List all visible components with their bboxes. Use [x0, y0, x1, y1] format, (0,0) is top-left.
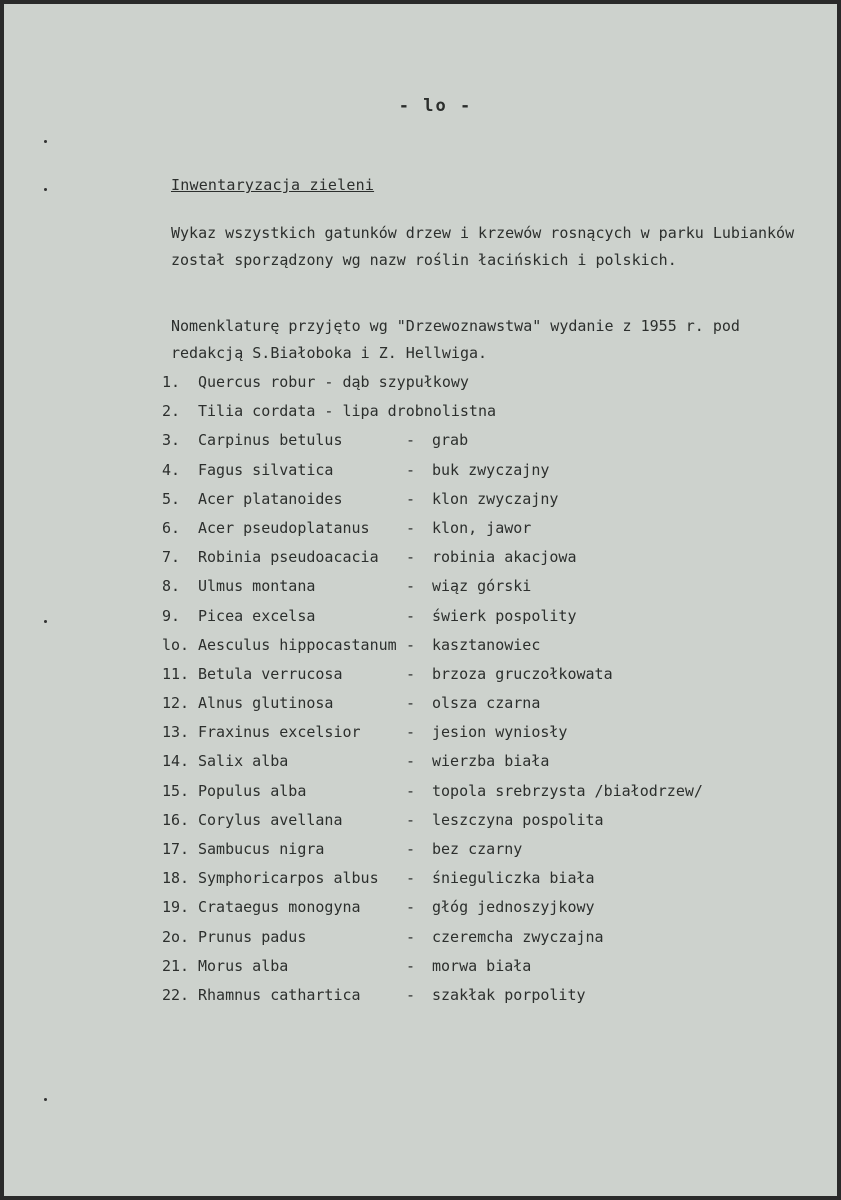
- separator-dash: -: [406, 985, 416, 1004]
- species-number: 15.: [162, 781, 190, 800]
- polish-name: topola srebrzysta /białodrzew/: [432, 781, 703, 800]
- separator-dash: -: [406, 869, 416, 888]
- species-number: 22.: [162, 985, 190, 1004]
- species-number: 3.: [162, 431, 181, 450]
- polish-name: wierzba biała: [432, 752, 550, 771]
- latin-name: Alnus glutinosa: [198, 694, 334, 713]
- species-number: 14.: [162, 752, 190, 771]
- polish-name: bez czarny: [432, 840, 523, 858]
- species-entry: Tilia cordata - lipa drobnolistna: [198, 402, 497, 421]
- species-number: 2o.: [162, 927, 190, 946]
- latin-name: Symphoricarpos albus: [198, 869, 379, 888]
- species-number: 11.: [162, 664, 190, 683]
- polish-name: morwa biała: [432, 956, 532, 975]
- margin-mark: [44, 140, 47, 143]
- latin-name: Salix alba: [198, 752, 289, 771]
- separator-dash: -: [406, 548, 416, 567]
- species-number: 13.: [162, 723, 190, 742]
- latin-name: Rhamnus cathartica: [198, 985, 361, 1004]
- intro-paragraph: Wykaz wszystkich gatunków drzew i krzewów rosnących w parku Lubianków został sporządzony wg nazw roślin łacińskich i polskich.: [171, 224, 795, 269]
- margin-mark: [44, 1098, 47, 1101]
- separator-dash: -: [406, 606, 416, 625]
- species-number: 5.: [162, 489, 181, 508]
- latin-name: Betula verrucosa: [198, 664, 343, 683]
- separator-dash: -: [406, 898, 416, 917]
- polish-name: wiąz górski: [432, 577, 532, 596]
- polish-name: dąb szypułkowy: [342, 373, 469, 391]
- separator-dash: -: [406, 752, 416, 771]
- polish-name: klon zwyczajny: [432, 489, 559, 508]
- latin-name: Populus alba: [198, 781, 307, 800]
- polish-name: olsza czarna: [432, 694, 541, 713]
- separator-dash: -: [406, 664, 416, 683]
- species-number: 9.: [162, 606, 181, 625]
- polish-name: klon, jawor: [432, 518, 532, 537]
- polish-name: brzoza gruczołkowata: [432, 664, 613, 683]
- species-number: 21.: [162, 956, 190, 975]
- separator-dash: -: [406, 635, 416, 654]
- margin-mark: [44, 620, 47, 623]
- species-number: 7.: [162, 548, 181, 567]
- separator-dash: -: [406, 694, 416, 713]
- species-number: 19.: [162, 898, 190, 917]
- separator-dash: -: [406, 840, 416, 858]
- polish-name: buk zwyczajny: [432, 460, 550, 479]
- latin-name: Tilia cordata: [198, 402, 316, 421]
- species-number: 1.: [162, 373, 181, 391]
- latin-name: Corylus avellana: [198, 810, 343, 829]
- polish-name: kasztanowiec: [432, 635, 541, 654]
- latin-name: Fraxinus excelsior: [198, 723, 361, 742]
- latin-name: Crataegus monogyna: [198, 898, 361, 917]
- species-number: 4.: [162, 460, 181, 479]
- latin-name: Acer pseudoplatanus: [198, 518, 370, 537]
- latin-name: Sambucus nigra: [198, 840, 325, 858]
- species-number: 6.: [162, 518, 181, 537]
- separator-dash: -: [406, 518, 416, 537]
- species-number: 18.: [162, 869, 190, 888]
- separator-dash: -: [406, 460, 416, 479]
- latin-name: Prunus padus: [198, 927, 307, 946]
- separator-dash: -: [406, 956, 416, 975]
- polish-name: jesion wyniosły: [432, 723, 568, 742]
- separator-dash: -: [406, 781, 416, 800]
- latin-name: Acer platanoides: [198, 489, 343, 508]
- section-heading: Inwentaryzacja zieleni: [171, 176, 375, 194]
- latin-name: Ulmus montana: [198, 577, 316, 596]
- polish-name: głóg jednoszyjkowy: [432, 898, 595, 917]
- species-number: 12.: [162, 694, 190, 713]
- species-number: 8.: [162, 577, 181, 596]
- polish-name: leszczyna pospolita: [432, 810, 604, 829]
- separator-dash: -: [406, 723, 416, 742]
- latin-name: Morus alba: [198, 956, 289, 975]
- species-entry: Quercus robur - dąb szypułkowy: [198, 373, 469, 391]
- species-number: 2.: [162, 402, 181, 421]
- species-number: 17.: [162, 840, 190, 858]
- polish-name: szakłak porpolity: [432, 985, 586, 1004]
- polish-name: lipa drobnolistna: [342, 402, 497, 421]
- polish-name: śnieguliczka biała: [432, 869, 595, 888]
- nomenclature-paragraph: Nomenklaturę przyjęto wg "Drzewoznawstwa" wydanie z 1955 r. pod redakcją S.Białoboka i Z. Hellwiga.: [171, 317, 740, 362]
- separator-dash: -: [406, 431, 416, 450]
- latin-name: Robinia pseudoacacia: [198, 548, 379, 567]
- separator-dash: -: [406, 577, 416, 596]
- separator-dash: -: [406, 927, 416, 946]
- separator-dash: -: [406, 810, 416, 829]
- separator-dash: -: [406, 489, 416, 508]
- latin-name: Aesculus hippocastanum: [198, 635, 397, 654]
- latin-name: Quercus robur: [198, 373, 316, 391]
- page-number: - lo -: [398, 96, 473, 116]
- polish-name: czeremcha zwyczajna: [432, 927, 604, 946]
- latin-name: Carpinus betulus: [198, 431, 343, 450]
- margin-mark: [44, 188, 47, 191]
- polish-name: grab: [432, 431, 469, 450]
- species-number: 16.: [162, 810, 190, 829]
- latin-name: Picea excelsa: [198, 606, 316, 625]
- latin-name: Fagus silvatica: [198, 460, 334, 479]
- polish-name: świerk pospolity: [432, 606, 577, 625]
- species-number: lo.: [162, 635, 190, 654]
- polish-name: robinia akacjowa: [432, 548, 577, 567]
